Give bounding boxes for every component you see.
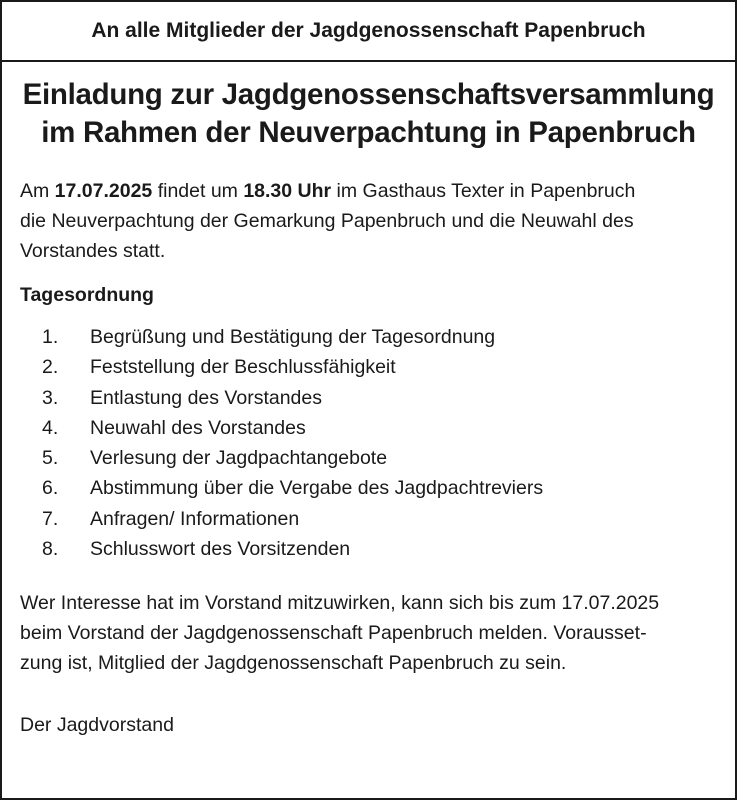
meeting-time: 18.30 Uhr — [243, 180, 332, 202]
agenda-item-number: 8. — [42, 538, 59, 561]
meeting-date: 17.07.2025 — [54, 180, 153, 202]
closing-line-3: zung ist, Mitglied der Jagdgenossenschaft Papenbruch zu sein. — [20, 652, 567, 675]
intro-line-2: die Neuverpachtung der Gemarkung Papenbruch und die Neuwahl des — [20, 210, 634, 232]
intro-prefix: Am — [20, 180, 55, 202]
closing-line-1: Wer Interesse hat im Vorstand mitzuwirken, kann sich bis zum 17.07.2025 — [20, 592, 660, 615]
agenda-item-text: Schlusswort des Vorsitzenden — [90, 538, 351, 561]
title-line-1: Einladung zur Jagdgenossenschaftsversammlung — [22, 78, 715, 111]
agenda-item-number: 5. — [42, 447, 59, 470]
intro-middle: findet um — [152, 180, 244, 202]
agenda-item-number: 3. — [42, 386, 59, 409]
closing-line-2: beim Vorstand der Jagdgenossenschaft Papenbruch melden. Vorausset- — [20, 622, 647, 645]
agenda-item — [20, 322, 717, 352]
agenda-item-text: Neuwahl des Vorstandes — [90, 416, 306, 439]
agenda-item — [20, 473, 717, 503]
agenda-item-text: Entlastung des Vorstandes — [90, 386, 322, 409]
intro-line-3: Vorstandes statt. — [20, 240, 166, 262]
agenda-item — [20, 504, 717, 534]
intro-paragraph — [20, 176, 717, 266]
agenda-list — [20, 322, 717, 564]
intro-line-1 — [20, 176, 717, 206]
agenda-item-number: 1. — [42, 326, 59, 348]
agenda-item — [20, 413, 717, 443]
agenda-item-number: 4. — [42, 416, 59, 439]
agenda-item — [20, 534, 717, 564]
agenda-item-text: Abstimmung über die Vergabe des Jagdpachtreviers — [90, 477, 544, 500]
agenda-item-text: Feststellung der Beschlussfähigkeit — [90, 356, 396, 379]
agenda-item — [20, 352, 717, 382]
notice-header — [2, 2, 735, 62]
intro-suffix: im Gasthaus Texter in Papenbruch — [331, 180, 636, 202]
agenda-item-text: Verlesung der Jagdpachtangebote — [90, 447, 388, 470]
notice-body — [2, 76, 735, 740]
agenda-item-number: 6. — [42, 477, 59, 500]
closing-paragraph — [20, 588, 717, 678]
agenda-item-number: 2. — [42, 356, 59, 379]
agenda-item-text: Anfragen/ Informationen — [90, 507, 300, 530]
notice-title — [20, 76, 717, 152]
agenda-item — [20, 443, 717, 473]
signature: Der Jagdvorstand — [20, 714, 174, 737]
agenda-item — [20, 383, 717, 413]
title-line-2: im Rahmen der Neuverpachtung in Papenbruch — [41, 116, 696, 149]
audience-line: An alle Mitglieder der Jagdgenossenschaft Papenbruch — [91, 19, 646, 42]
agenda-heading: Tagesordnung — [20, 284, 154, 306]
agenda-item-number: 7. — [42, 507, 59, 530]
agenda-item-text: Begrüßung und Bestätigung der Tagesordnung — [90, 326, 496, 348]
